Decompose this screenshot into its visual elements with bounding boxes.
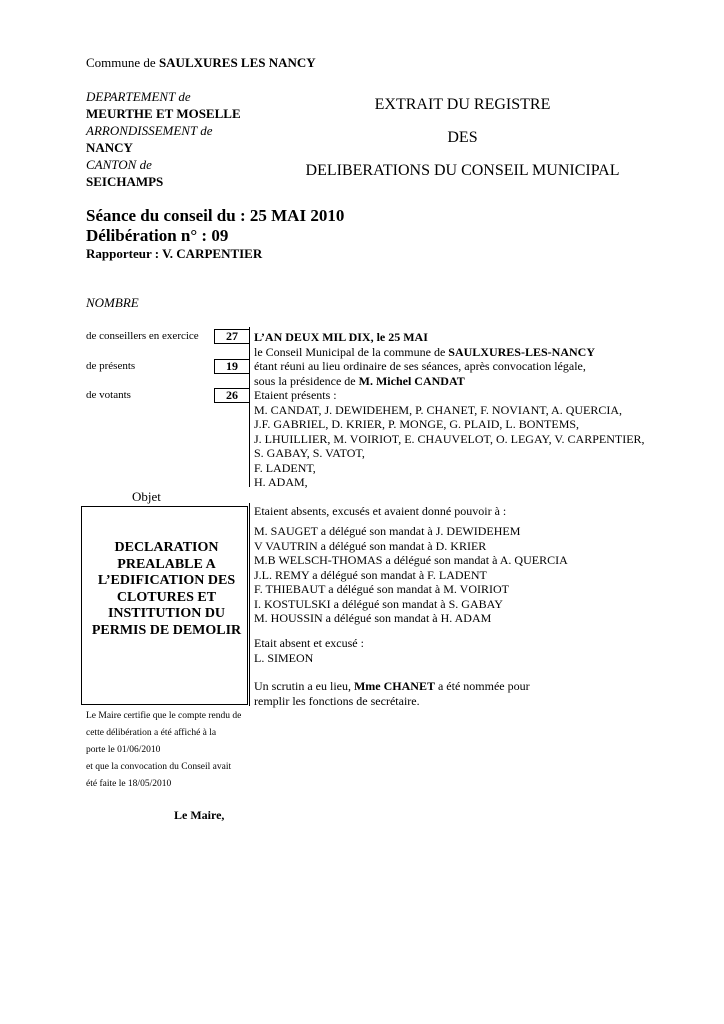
departement-label: DEPARTEMENT de — [86, 89, 191, 104]
separator-lower — [249, 503, 250, 706]
rapporteur: Rapporteur : V. CARPENTIER — [86, 246, 263, 261]
seance-block — [86, 206, 344, 246]
president-name: M. Michel CANDAT — [358, 373, 465, 388]
absent-line: M.B WELSCH-THOMAS a délégué son mandat à A. QUERCIA — [254, 553, 568, 567]
objet-title-line: PERMIS DE DEMOLIR — [91, 622, 242, 638]
admin-block — [86, 88, 241, 190]
canton-label: CANTON de — [86, 157, 152, 172]
objet-title-line: L’EDIFICATION DES — [97, 573, 236, 588]
absent-line: M. SAUGET a délégué son mandat à J. DEWIDEHEM — [254, 524, 521, 538]
extrait-line-3: DELIBERATIONS DU CONSEIL MUNICIPAL — [305, 162, 620, 179]
presents-count: 19 — [214, 359, 250, 374]
commune-prefix: Commune de — [86, 55, 159, 70]
certification-line: Le Maire certifie que le compte rendu de — [86, 711, 242, 721]
certification-line: porte le 01/06/2010 — [86, 745, 161, 755]
presents-line: J.F. GABRIEL, D. KRIER, P. MONGE, G. PLAID, L. BONTEMS, — [254, 417, 580, 431]
intro-line-4 — [254, 374, 645, 389]
objet-label: Objet — [132, 489, 161, 504]
presents-line: S. GABAY, S. VATOT, — [254, 446, 365, 460]
extrait-line-2: DES — [447, 129, 478, 146]
certification-line: cette délibération a été affiché à la — [86, 728, 217, 738]
absent-line: F. THIEBAUT a délégué son mandat à M. VOIRIOT — [254, 582, 509, 596]
scrutin-block — [254, 679, 530, 708]
commune-bold: SAULXURES-LES-NANCY — [448, 344, 595, 359]
objet-title-line: DECLARATION — [114, 540, 219, 555]
departement-value: MEURTHE ET MOSELLE — [86, 106, 241, 121]
absent-excuse-title: Etait absent et excusé : — [254, 636, 364, 650]
commune-name: SAULXURES LES NANCY — [158, 55, 316, 70]
presents-line: J. LHUILLIER, M. VOIRIOT, E. CHAUVELOT, O. LEGAY, V. CARPENTIER, — [254, 431, 645, 446]
separator-upper — [249, 327, 250, 487]
presents-label: de présents — [86, 360, 136, 372]
presents-line: F. LADENT, — [254, 460, 316, 475]
certification-line: et que la convocation du Conseil avait — [86, 762, 232, 772]
intro-line-3: étant réuni au lieu ordinaire de ses séances, après convocation légale, — [254, 359, 586, 373]
intro-line-2-prefix: le Conseil Municipal de la commune de — [254, 344, 449, 359]
presents-title: Etaient présents : — [254, 388, 337, 402]
intro-line-2 — [254, 345, 645, 360]
scrutin-prefix: Un scrutin a eu lieu, — [254, 679, 354, 693]
objet-title-line: INSTITUTION DU — [107, 606, 226, 621]
secretary-name: Mme CHANET — [353, 679, 435, 693]
certification-line: été faite le 18/05/2010 — [86, 779, 172, 789]
presents-line: H. ADAM, — [254, 475, 308, 489]
extrait-line-1: EXTRAIT DU REGISTRE — [374, 96, 551, 113]
absents-block — [254, 524, 568, 626]
conseillers-label: de conseillers en exercice — [86, 330, 199, 342]
nombre-title: NOMBRE — [86, 295, 139, 310]
extrait-title — [290, 88, 635, 187]
objet-title-line: CLOTURES ET — [116, 589, 217, 605]
absent-line: I. KOSTULSKI a délégué son mandat à S. GABAY — [254, 596, 503, 611]
arrondissement-value: NANCY — [86, 140, 133, 155]
absent-line: M. HOUSSIN a délégué son mandat à H. ADAM — [254, 611, 492, 625]
certification-block — [86, 708, 241, 793]
seance-line: Séance du conseil du : 25 MAI 2010 — [86, 206, 345, 225]
intro-block — [254, 330, 645, 490]
maire-signature-label: Le Maire, — [174, 808, 225, 822]
deliberation-number: Délibération n° : 09 — [86, 226, 229, 245]
commune-line — [86, 55, 316, 71]
canton-value: SEICHAMPS — [86, 174, 164, 189]
absent-excuse-block — [254, 636, 364, 665]
votants-count: 26 — [214, 388, 250, 403]
absent-excuse-name: L. SIMEON — [254, 650, 314, 665]
intro-date: L’AN DEUX MIL DIX, le 25 MAI — [254, 330, 428, 344]
scrutin-line-2: remplir les fonctions de secrétaire. — [254, 693, 420, 708]
arrondissement-label: ARRONDISSEMENT de — [86, 123, 213, 138]
absent-line: J.L. REMY a délégué son mandat à F. LADENT — [254, 567, 487, 582]
scrutin-line-1 — [254, 679, 530, 694]
absent-line: V VAUTRIN a délégué son mandat à D. KRIER — [254, 538, 487, 553]
votants-label: de votants — [86, 389, 131, 401]
conseillers-count: 27 — [214, 329, 250, 344]
objet-title — [84, 540, 249, 639]
intro-line-4-prefix: sous la présidence de — [254, 373, 359, 388]
objet-title-line: PREALABLE A — [117, 556, 216, 572]
presents-line: M. CANDAT, J. DEWIDEHEM, P. CHANET, F. NOVIANT, A. QUERCIA, — [254, 402, 623, 417]
absents-title: Etaient absents, excusés et avaient donné pouvoir à : — [254, 504, 507, 518]
scrutin-suffix: a été nommée pour — [434, 679, 530, 693]
